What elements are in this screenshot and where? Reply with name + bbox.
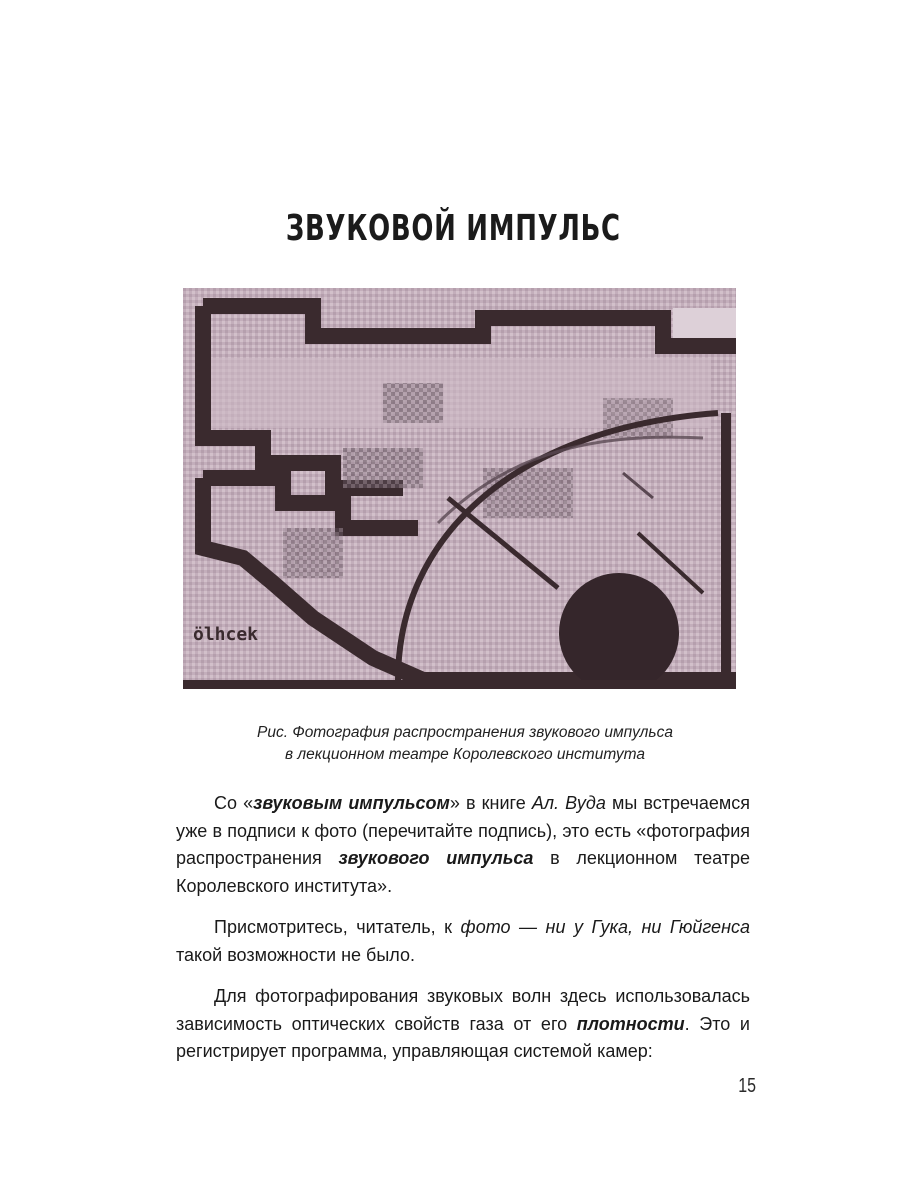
dither-patch-2 — [343, 448, 423, 488]
text-run: в лекционном театре Королевского института». — [176, 848, 751, 896]
sound-source-disc — [559, 573, 679, 689]
text-run: такой возможности не было. — [176, 944, 416, 965]
body-text — [176, 790, 750, 1080]
paragraph-1 — [176, 790, 750, 900]
text-run: » в книге — [449, 793, 532, 813]
emphasis-run: звуковым импульсом — [253, 793, 450, 813]
dither-patch-4 — [283, 528, 343, 578]
sound-pulse-photo — [183, 288, 736, 689]
caption-line-1: Рис. Фотография распространения звукового импульса — [257, 724, 673, 741]
emphasis-run: звукового импульса — [338, 848, 534, 868]
text-run: мы встречаемся уже в подписи к фото (перечитайте подпись), это есть «фотография распространения — [176, 793, 750, 868]
page-title: ЗВУКОВОЙ ИМПУЛЬС — [285, 208, 621, 249]
author-name: Ал. Вуда — [531, 793, 606, 813]
photo-canvas — [183, 288, 736, 689]
text-run: Присмотритесь, читатель, к — [214, 917, 461, 937]
text-run: . Это и регистрирует программа, управляющая системой камер: — [176, 1013, 750, 1061]
caption-line-2: в лекционном театре Королевского института — [284, 746, 646, 763]
dither-patch-3 — [483, 468, 573, 518]
inset-label: ölhcek — [193, 624, 259, 645]
emphasis-run: плотности — [576, 1013, 685, 1034]
dither-patch-1 — [383, 383, 443, 423]
text-run: Для фотографирования звуковых волн здесь использовалась зависимость оптических свойств газа от его — [176, 986, 750, 1034]
figure-caption — [150, 722, 780, 766]
italic-run: фото — ни у Гука, ни Гюйгенса — [460, 917, 750, 937]
text-run: Со « — [214, 793, 254, 813]
paragraph-2 — [176, 914, 750, 969]
photo-bottom-band — [183, 680, 736, 689]
paragraph-3 — [176, 983, 750, 1066]
page-number: 15 — [738, 1075, 756, 1097]
